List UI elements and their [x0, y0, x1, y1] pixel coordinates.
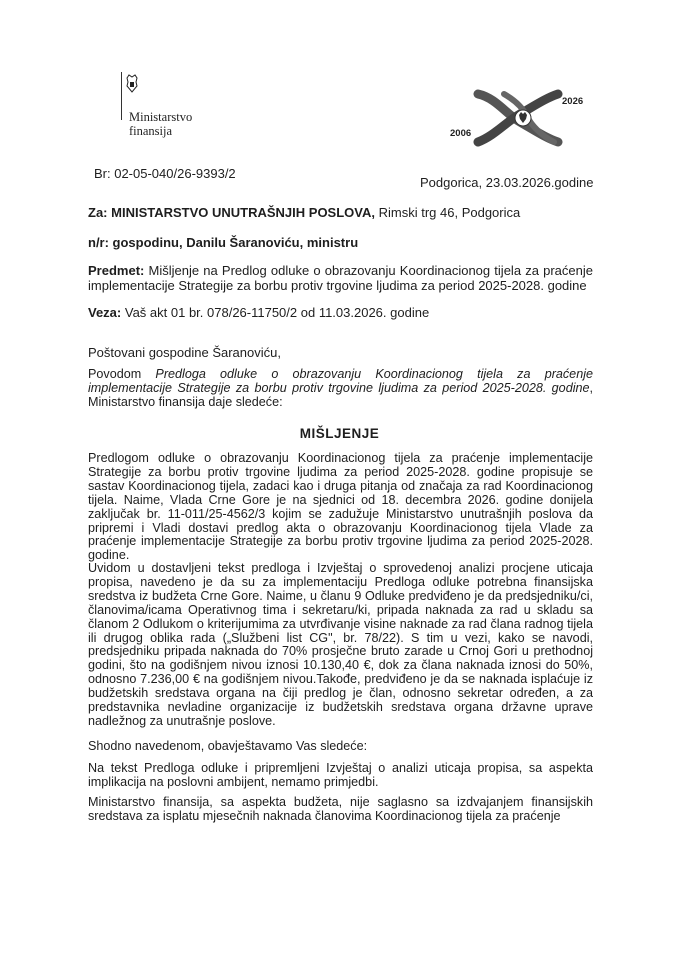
- body-paragraph: Na tekst Predloga odluke i pripremljeni Izvještaj o analizi uticaja propisa, sa aspekta implikacija na poslovni ambijent, nemamo primjedbi.: [88, 761, 593, 789]
- section-title: MIŠLJENJE: [299, 426, 380, 441]
- intro-paragraph: [88, 368, 593, 410]
- addressee-ministry: MINISTARSTVO UNUTRAŠNJIH POSLOVA,: [111, 205, 375, 220]
- place-date: Podgorica, 23.03.2026.godine: [420, 175, 594, 190]
- body-paragraph: Shodno navedenom, obavještavamo Vas sledeće:: [88, 739, 368, 753]
- ministry-name-line2: finansija: [129, 124, 173, 138]
- addressee-address: Rimski trg 46, Podgorica: [378, 205, 521, 220]
- logo-year-left: 2006: [450, 128, 472, 139]
- body-paragraph: Predlogom odluke o obrazovanju Koordinacionog tijela za praćenje implementacije Strategije za borbu protiv trgovine ljudima za period 2025-2028. godine propisuje se sastav Koordinacionog tijela, zadaci kao i druga pitanja od značaja za rad Koordinacionog tijela. Naime, Vlada Crne Gore je na sjednici od 18. decembra 2026. godine donijela zaključak br. 11-011/25-4562/3 kojim se zadužuje Ministarstvo unutrašnjih poslova da pripremi i Vladi dostavi predlog akta o obrazovanju Koordinacionog tijela Vlade za praćenje implementacije Strategije za borbu protiv trgovine ljudima za period 2025-2028. godine.: [88, 451, 593, 563]
- ministry-name-line1: Ministarstvo: [129, 110, 193, 124]
- intro-pre: Povodom: [88, 367, 142, 381]
- anniversary-logo: [448, 88, 598, 148]
- reference-link: [88, 305, 429, 320]
- subject-label: Predmet:: [88, 263, 145, 278]
- logo-year-right: 2026: [562, 96, 584, 107]
- subject-text: Mišljenje na Predlog odluke o obrazovanju Koordinacionog tijela za praćenje implementacije Strategije za borbu protiv trgovine ljudima za period 2025-2028. godine: [88, 263, 593, 293]
- reference-link-text: Vaš akt 01 br. 078/26-11750/2 od 11.03.2026. godine: [124, 305, 430, 320]
- body-paragraph: Uvidom u dostavljeni tekst predloga i Izvještaj o sprovedenoj analizi procjene uticaja propisa, navedeno je da su za implementaciju Predloga odluke potrebna finansijska sredstva iz budžeta Crne Gore. Naime, u članu 9 Odluke predviđeno je da predsjedniku/ci, članovima/icama Operativnog tima i sekretaru/ki, pripada naknada za rad u skladu sa članom 2 Odlukom o kriterijumima za utvrđivanje visine naknade za rad člana radnog tijela ili drugog oblika rada („Službeni list CG", br. 78/22). S tim u vezi, kako se navodi, predsjedniku pripada naknada do 70% prosječne bruto zarade u Crnoj Gori u prethodnoj godini, što na godišnjem nivou iznosi 10.130,40 €, dok za člana naknada iznosi do 50%, odnosno 7.236,00 € na godišnjem nivou.Takođe, predviđeno je da se naknada isplaćuje iz budžetskih sredstava organa na čiji predlog je član, odnosno sekretar određen, a za predstavnika nevladine organizacije iz budžetskih sredstava organa državne uprave nadležnog za unutrašnje poslove.: [88, 561, 593, 728]
- addressee-label: Za:: [88, 205, 108, 220]
- salutation: Poštovani gospodine Šaranoviću,: [88, 345, 281, 360]
- reference-link-label: Veza:: [88, 305, 122, 320]
- intro-italic: Predloga odluke o obrazovanju Koordinacionog tijela za praćenje implementacije Strategije za borbu protiv trgovine ljudima za period 2025-2028. godine: [88, 367, 593, 395]
- ministry-name: [129, 110, 192, 138]
- intro-post: , Ministarstvo finansija daje sledeće:: [88, 380, 593, 409]
- addressee-line: [88, 205, 520, 220]
- body-paragraph: Ministarstvo finansija, sa aspekta budžeta, nije saglasno sa izdvajanjem finansijskih sredstava za isplatu mjesečnih naknada članovima Koordinacionog tijela za praćenje: [88, 795, 593, 823]
- reference-number: Br: 02-05-040/26-9393/2: [94, 166, 236, 181]
- attention-line: n/r: gospodinu, Danilu Šaranoviću, ministru: [88, 235, 359, 250]
- subject: [88, 264, 593, 293]
